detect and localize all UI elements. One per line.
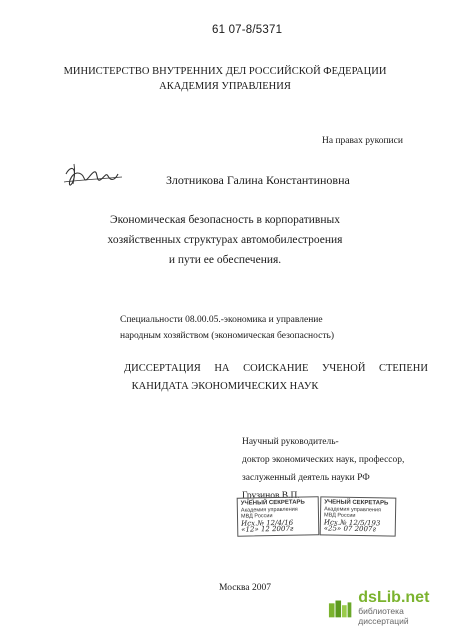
supervisor-line-2: доктор экономических наук, профессор, [242, 455, 405, 465]
secretary-stamp [237, 496, 320, 536]
specialty-block [120, 312, 334, 344]
watermark-tagline: библиотека диссертаций [358, 606, 409, 626]
watermark-name: dsLib.net [358, 589, 430, 606]
degree-word: НА [214, 363, 230, 374]
degree-word: СТЕПЕНИ [378, 363, 428, 374]
title-line-2: хозяйственных структурах автомобилестроения [107, 234, 343, 246]
stamp-org: Академия управления [240, 506, 298, 514]
dissertation-title [0, 210, 450, 270]
city-year: Москва 2007 [219, 583, 271, 593]
specialty-line-1: Специальности 08.00.05.-экономика и управление [120, 315, 323, 325]
title-line-1: Экономическая безопасность в корпоративных [110, 214, 340, 226]
ministry-name: МИНИСТЕРСТВО ВНУТРЕННИХ ДЕЛ РОССИЙСКОЙ ФЕДЕРАЦИИ [63, 66, 387, 77]
specialty-line-2: народным хозяйством (экономическая безопасность) [120, 331, 334, 341]
supervisor-block [242, 433, 404, 505]
secretary-stamp [320, 496, 397, 536]
institution-header [0, 64, 450, 94]
rights-note: На правах рукописи [322, 136, 403, 146]
degree-word: УЧЕНОЙ [321, 363, 366, 374]
stamp-sub: МВД России [323, 512, 356, 519]
archive-number: 61 07-8/5371 [212, 24, 283, 36]
title-line-3: и пути ее обеспечения. [168, 254, 282, 266]
watermark [328, 590, 450, 626]
supervisor-line-1: Научный руководитель- [242, 437, 339, 447]
stamp-title: УЧЕНЫЙ СЕКРЕТАРЬ [240, 499, 305, 507]
stamp-sub: МВД России [240, 513, 273, 520]
supervisor-name: Грузинов В.П. [242, 491, 300, 501]
academy-name: АКАДЕМИЯ УПРАВЛЕНИЯ [159, 81, 291, 92]
stamp-date: «25» 07 2007г [323, 524, 377, 534]
degree-word: ДИССЕРТАЦИЯ [124, 363, 201, 374]
supervisor-line-3: заслуженный деятель науки РФ [242, 473, 370, 483]
degree-word: СОИСКАНИЕ [243, 363, 309, 374]
author-name: Злотникова Галина Константиновна [166, 173, 350, 187]
degree-statement-line-1 [124, 363, 428, 374]
stamp-org: Академия управления [324, 505, 382, 513]
author-signature [60, 160, 140, 194]
degree-statement-line-2: КАНИДАТА ЭКОНОМИЧЕСКИХ НАУК [131, 381, 319, 392]
stamp-ref: Исх.№ 12/4/16 [241, 518, 294, 528]
stamp-date: «12» 12 2007г [241, 524, 294, 534]
stamp-ref: Исх.№ 12/5/193 [323, 517, 381, 527]
stamp-title: УЧЕНЫЙ СЕКРЕТАРЬ [324, 499, 389, 507]
